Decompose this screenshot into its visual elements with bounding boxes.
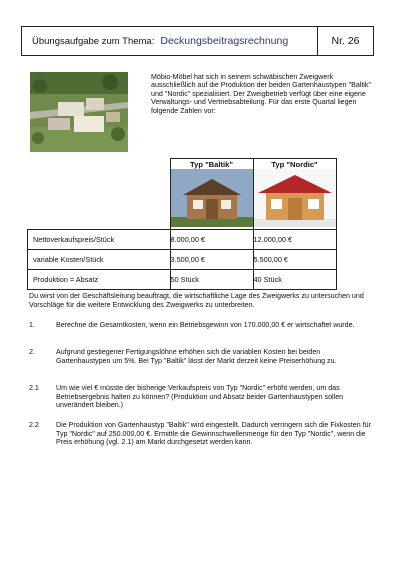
col-header-baltik: Typ "Baltik" <box>170 159 253 170</box>
task-text: Die Produktion von Gartenhaustyp "Baltik" wird eingestellt. Dadurch verringern sich die Fixkosten für Typ "Nordic" auf 250.000,00 €. Ermittle die Gewinnschwellenmenge für den Typ "Nordic", wenn die Preis erhöhung (vgl. 2.1) am Markt durchgesetzt werden kann. <box>56 421 371 446</box>
intro-text: Möbio-Möbel hat sich in seinem schwäbischen Zweigwerk ausschließlich auf die Produktion der beiden Gartenhaustypen "Baltik" und "Nordic" spezialisiert. Der Zweigbetrieb verfügt über eine eigene Verwaltungs- und Vertriebsabteilung. Für das erste Quartal liegen folgende Zahlen vor: <box>151 73 371 115</box>
data-table <box>27 158 337 290</box>
row-label: Produktion = Absatz <box>28 270 171 290</box>
task-item <box>29 348 374 365</box>
table-row <box>28 270 337 290</box>
col-header-nordic: Typ "Nordic" <box>253 159 336 170</box>
task-number: 2.2 <box>29 421 39 429</box>
row-value-nordic: 5.500,00 € <box>253 250 336 270</box>
task-text: Berechne die Gesamtkosten, wenn ein Betriebsgewinn von 170.000,00 € er wirtschaftet wurde. <box>56 321 355 329</box>
task-text: Aufgrund gestiegener Fertigungslöhne erhöhen sich die variablen Kosten bei beiden Gartenhaustypen um 5%. Bei Typ "Baltik" lässt der Markt derzeit keine Preiserhöhung zu. <box>56 348 337 365</box>
row-label: Nettoverkaufspreis/Stück <box>28 230 171 250</box>
task-number: 2.1 <box>29 384 39 392</box>
row-value-baltik: 8.000,00 € <box>170 230 253 250</box>
row-value-nordic: 40 Stück <box>253 270 336 290</box>
row-value-baltik: 3.500,00 € <box>170 250 253 270</box>
factory-aerial-photo <box>30 72 128 152</box>
task-number: 1. <box>29 321 35 329</box>
header-topic: Deckungsbeitragsrechnung <box>160 35 289 47</box>
header-prefix: Übungsaufgabe zum Thema: <box>32 35 155 47</box>
task-number: 2. <box>29 348 35 356</box>
task-text: Um wie viel € müsste der bisherige Verkaufspreis von Typ "Nordic" erhöht werden, um das Betriebsergebnis halten zu können? (Produktion und Absatz beider Gartenhaustypen sollen unverändert bleiben.) <box>56 384 344 409</box>
header-number: Nr. 26 <box>331 35 360 47</box>
row-value-baltik: 50 Stück <box>170 270 253 290</box>
baltik-house-image <box>170 169 253 230</box>
nordic-house-image <box>253 169 336 230</box>
table-row <box>28 230 337 250</box>
row-label: variable Kosten/Stück <box>28 250 171 270</box>
header-title-cell <box>22 27 318 55</box>
task-item <box>29 421 374 447</box>
task-intro-paragraph: Du wirst von der Geschäftsleitung beauftragt, die wirtschaftliche Lage des Zweigwerks zu untersuchen und Vorschläge für die weitere Entwicklung des Zweigwerks zu unterbreiten. <box>29 292 364 309</box>
header-box <box>21 26 374 56</box>
table-row <box>28 250 337 270</box>
task-item <box>29 384 374 410</box>
row-value-nordic: 12.000,00 € <box>253 230 336 250</box>
task-item <box>29 321 374 330</box>
